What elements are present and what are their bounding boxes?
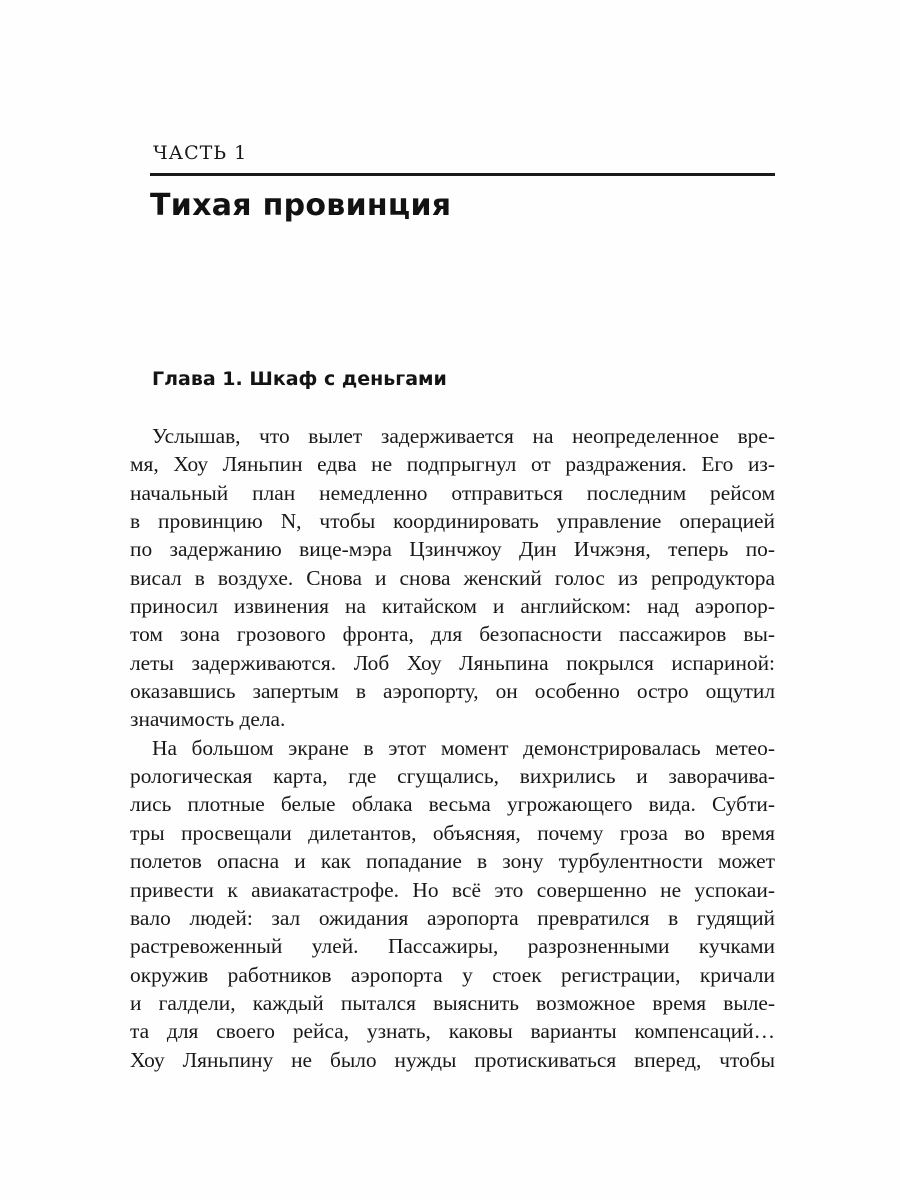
text-line: полетов опасна и как попадание в зону турбулентности может <box>130 849 775 874</box>
text-line: Хоу Ляньпину не было нужды протискиваться вперед, чтобы <box>130 1047 775 1072</box>
text-line: оказавшись запертым в аэропорту, он особенно остро ощутил <box>130 679 775 704</box>
text-line: и галдели, каждый пытался выяснить возможное время выле- <box>130 990 775 1015</box>
text-line: привести к авиакатастрофе. Но всё это совершенно не успокаи- <box>130 877 775 902</box>
part-label: ЧАСТЬ 1 <box>153 142 248 164</box>
text-line: том зона грозового фронта, для безопасности пассажиров вы- <box>130 622 775 647</box>
part-title: Тихая провинция <box>150 188 452 223</box>
text-line: начальный план немедленно отправиться последним рейсом <box>130 480 775 505</box>
text-line: На большом экране в этот момент демонстрировалась метео- <box>152 735 775 760</box>
text-line: леты задерживаются. Лоб Хоу Ляньпина покрылся испариной: <box>130 650 775 675</box>
body-text <box>130 422 775 1074</box>
text-line: в провинцию N, чтобы координировать управление операцией <box>130 509 775 534</box>
text-line: рологическая карта, где сгущались, вихрились и заворачива- <box>130 764 775 789</box>
text-line: Услышав, что вылет задерживается на неопределенное вре- <box>152 424 775 448</box>
text-line: по задержанию вице-мэра Цзинчжоу Дин Ичжэня, теперь по- <box>130 537 775 562</box>
text-line: та для своего рейса, узнать, каковы варианты компенсаций… <box>130 1019 775 1044</box>
text-line: значимость дела. <box>130 707 286 732</box>
text-line: вало людей: зал ожидания аэропорта превратился в гудящий <box>130 905 775 930</box>
text-line: мя, Хоу Ляньпин едва не подпрыгнул от раздражения. Его из- <box>130 452 775 477</box>
text-line: приносил извинения на китайском и английском: над аэропор- <box>130 594 775 619</box>
chapter-title: Глава 1. Шкаф с деньгами <box>152 368 447 390</box>
part-divider-rule <box>150 173 775 176</box>
text-line: растревоженный улей. Пассажиры, разрозненными кучками <box>130 934 775 959</box>
text-line: лись плотные белые облака весьма угрожающего вида. Субти- <box>130 792 775 817</box>
text-line: окружив работников аэропорта у стоек регистрации, кричали <box>130 962 775 987</box>
text-line: висал в воздухе. Снова и снова женский голос из репродуктора <box>130 565 775 590</box>
text-line: тры просвещали дилетантов, объясняя, почему гроза во время <box>130 820 775 845</box>
